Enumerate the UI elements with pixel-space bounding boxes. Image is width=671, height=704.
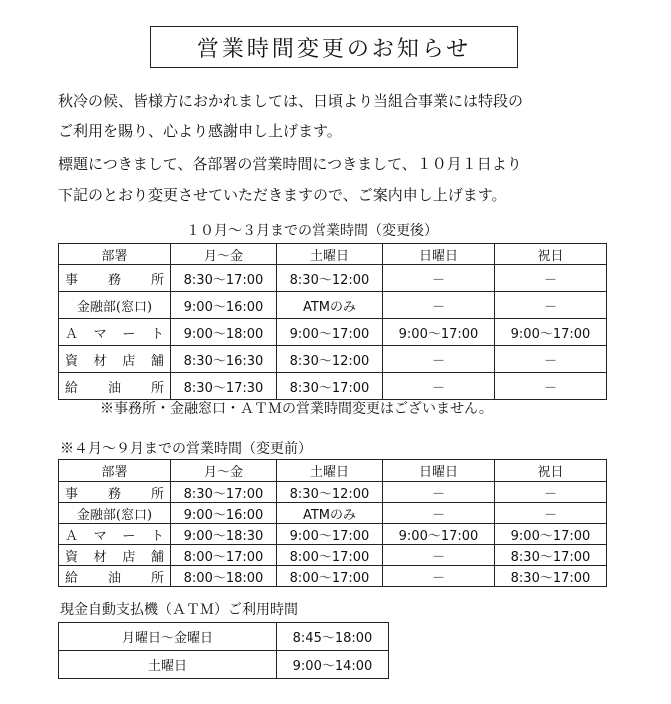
intro-line-3: 標題につきまして、各部署の営業時間につきまして、１０月１日より <box>58 155 522 173</box>
sunday-cell: － <box>383 482 495 503</box>
atm-hours-table <box>58 622 389 679</box>
table-row <box>59 265 607 292</box>
table-row <box>59 346 607 373</box>
header-holiday: 祝日 <box>495 460 607 482</box>
sunday-cell: － <box>383 545 495 566</box>
table-row <box>59 623 389 651</box>
dept-cell: 金融部(窓口) <box>59 292 171 319</box>
saturday-cell: 8:00～17:00 <box>277 545 383 566</box>
table1-note: ※事務所・金融窓口・ＡＴＭの営業時間変更はございません。 <box>100 401 493 417</box>
saturday-cell: ATMのみ <box>277 292 383 319</box>
atm-day-cell: 月曜日～金曜日 <box>59 623 277 651</box>
holiday-cell: 9:00～17:00 <box>495 319 607 346</box>
saturday-cell: ATMのみ <box>277 503 383 524</box>
sunday-cell: － <box>383 503 495 524</box>
holiday-cell: 8:30～17:00 <box>495 566 607 587</box>
saturday-cell: 8:30～12:00 <box>277 346 383 373</box>
dept-cell: 給油所 <box>59 566 171 587</box>
header-holiday: 祝日 <box>495 244 607 265</box>
table-row <box>59 292 607 319</box>
sunday-cell: － <box>383 346 495 373</box>
table-row <box>59 319 607 346</box>
hours-table-after <box>58 243 607 400</box>
saturday-cell: 8:30～17:00 <box>277 373 383 400</box>
weekday-cell: 8:00～18:00 <box>171 566 277 587</box>
holiday-cell: － <box>495 265 607 292</box>
table-header-row <box>59 460 607 482</box>
sunday-cell: － <box>383 292 495 319</box>
header-weekday: 月～金 <box>171 244 277 265</box>
weekday-cell: 8:30～17:00 <box>171 482 277 503</box>
header-dept: 部署 <box>59 460 171 482</box>
intro-line-1: 秋冷の候、皆様方におかれましては、日頃より当組合事業には特段の <box>58 92 524 110</box>
header-sunday: 日曜日 <box>383 460 495 482</box>
sunday-cell: 9:00～17:00 <box>383 319 495 346</box>
weekday-cell: 8:30～17:30 <box>171 373 277 400</box>
sunday-cell: － <box>383 566 495 587</box>
holiday-cell: － <box>495 373 607 400</box>
weekday-cell: 9:00～16:00 <box>171 292 277 319</box>
atm-caption: 現金自動支払機（ＡＴＭ）ご利用時間 <box>60 602 298 618</box>
header-sunday: 日曜日 <box>383 244 495 265</box>
weekday-cell: 8:30～16:30 <box>171 346 277 373</box>
saturday-cell: 8:00～17:00 <box>277 566 383 587</box>
atm-time-cell: 9:00～14:00 <box>277 651 389 679</box>
dept-cell: 資材店舗 <box>59 346 171 373</box>
table-row <box>59 545 607 566</box>
dept-cell: 給油所 <box>59 373 171 400</box>
header-saturday: 土曜日 <box>277 244 383 265</box>
header-weekday: 月～金 <box>171 460 277 482</box>
header-dept: 部署 <box>59 244 171 265</box>
intro-line-2: ご利用を賜り、心より感謝申し上げます。 <box>58 122 342 140</box>
dept-cell: 事務所 <box>59 482 171 503</box>
sunday-cell: － <box>383 373 495 400</box>
dept-cell: 事務所 <box>59 265 171 292</box>
atm-time-cell: 8:45～18:00 <box>277 623 389 651</box>
table-row <box>59 651 389 679</box>
saturday-cell: 9:00～17:00 <box>277 319 383 346</box>
table-header-row <box>59 244 607 265</box>
saturday-cell: 8:30～12:00 <box>277 265 383 292</box>
table-row <box>59 566 607 587</box>
holiday-cell: 9:00～17:00 <box>495 524 607 545</box>
table1-caption: １０月～３月までの営業時間（変更後） <box>186 223 438 239</box>
sunday-cell: － <box>383 265 495 292</box>
holiday-cell: － <box>495 292 607 319</box>
table2-caption: ※４月～９月までの営業時間（変更前） <box>60 441 312 457</box>
weekday-cell: 9:00～18:00 <box>171 319 277 346</box>
notice-title: 営業時間変更のお知らせ <box>150 26 518 68</box>
table-row <box>59 524 607 545</box>
intro-line-4: 下記のとおり変更させていただきますので、ご案内申し上げます。 <box>58 186 507 204</box>
hours-table-before <box>58 459 607 587</box>
table-row <box>59 373 607 400</box>
weekday-cell: 9:00～16:00 <box>171 503 277 524</box>
table-row <box>59 503 607 524</box>
dept-cell: Ａマート <box>59 319 171 346</box>
sunday-cell: 9:00～17:00 <box>383 524 495 545</box>
saturday-cell: 8:30～12:00 <box>277 482 383 503</box>
header-saturday: 土曜日 <box>277 460 383 482</box>
dept-cell: 金融部(窓口) <box>59 503 171 524</box>
holiday-cell: － <box>495 503 607 524</box>
weekday-cell: 8:00～17:00 <box>171 545 277 566</box>
atm-day-cell: 土曜日 <box>59 651 277 679</box>
dept-cell: Ａマート <box>59 524 171 545</box>
saturday-cell: 9:00～17:00 <box>277 524 383 545</box>
weekday-cell: 8:30～17:00 <box>171 265 277 292</box>
weekday-cell: 9:00～18:30 <box>171 524 277 545</box>
holiday-cell: － <box>495 346 607 373</box>
dept-cell: 資材店舗 <box>59 545 171 566</box>
table-row <box>59 482 607 503</box>
holiday-cell: － <box>495 482 607 503</box>
holiday-cell: 8:30～17:00 <box>495 545 607 566</box>
